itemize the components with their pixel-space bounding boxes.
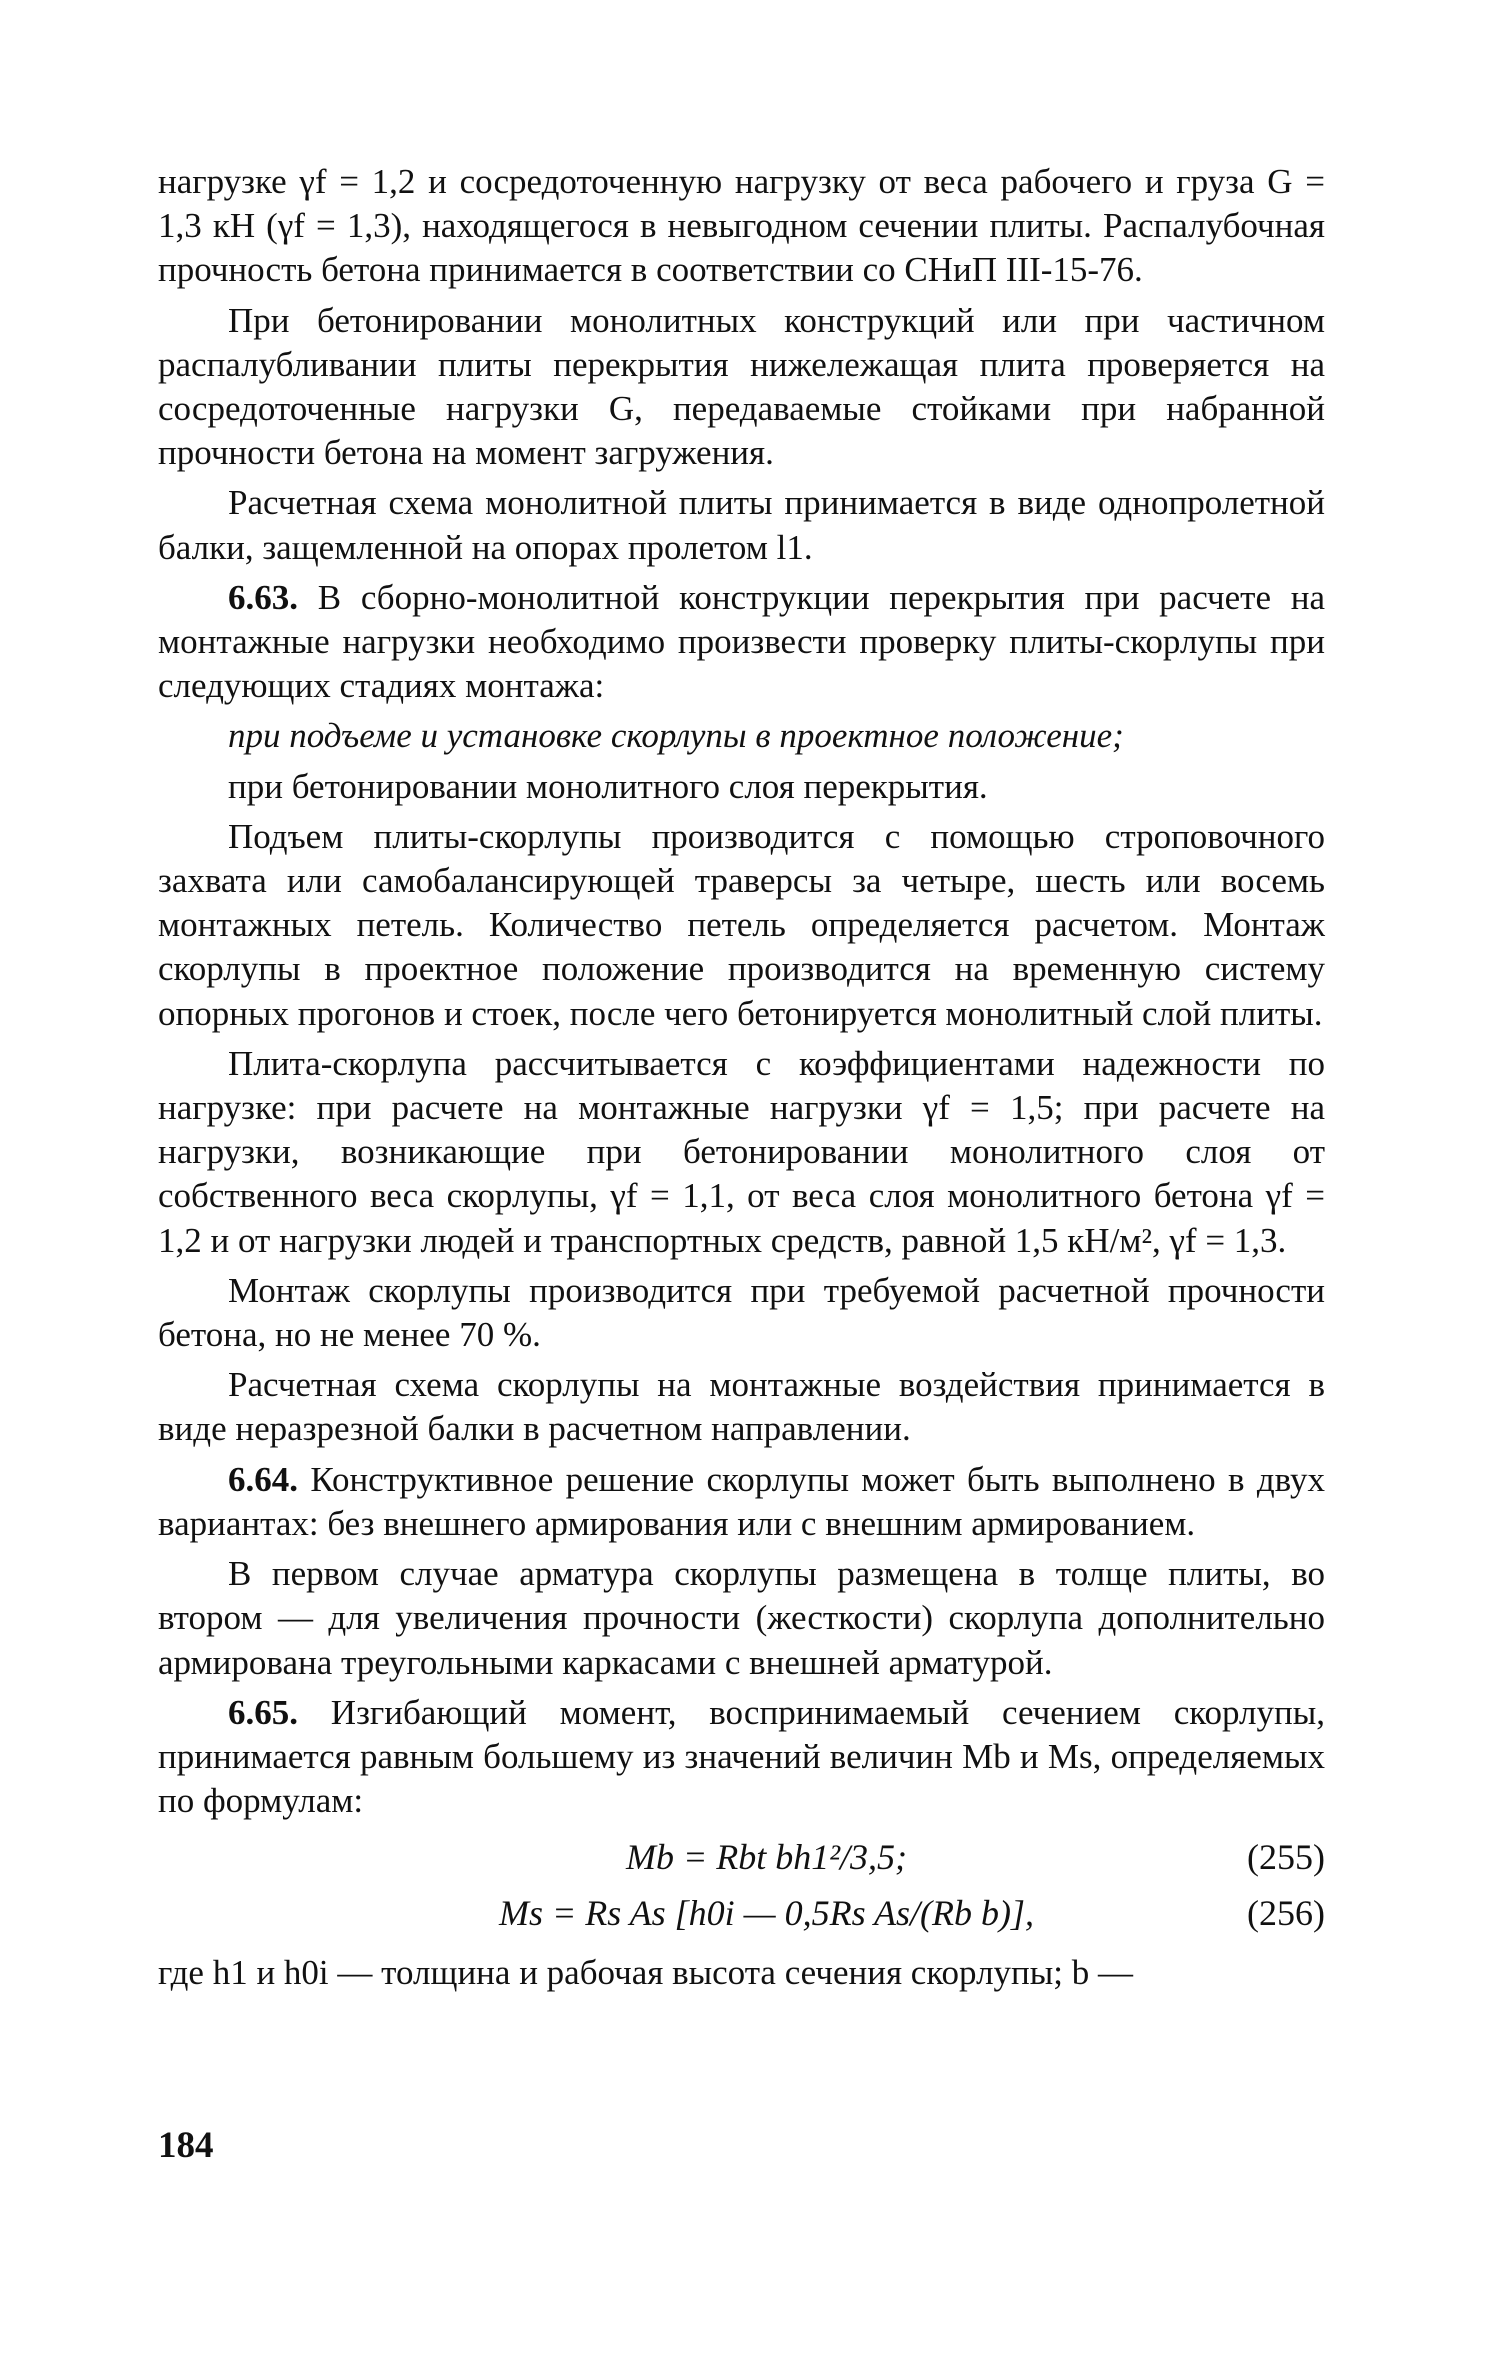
section-paragraph-6-63 <box>158 576 1325 709</box>
paragraph: Подъем плиты-скорлупы производится с помощью строповочного захвата или самобалансирующей траверсы за четыре, шесть или восемь монтажных петель. Количество петель определяется расчетом. Монтаж скорлупы в проектное положение производится на временную систему опорных прогонов и стоек, после чего бетонируется монолитный слой плиты. <box>158 816 1325 1033</box>
section-number: 6.63. <box>228 577 298 617</box>
paragraph: Монтаж скорлупы производится при требуемой расчетной прочности бетона, но не менее 70 %. <box>158 1270 1325 1355</box>
formula-256 <box>158 1885 1325 1941</box>
section-paragraph-6-64 <box>158 1458 1325 1546</box>
paragraph-italic: при подъеме и установке скорлупы в проектное положение; <box>228 716 1124 756</box>
paragraph-text: Конструктивное решение скорлупы может быть выполнено в двух вариантах: без внешнего армирования или с внешним армированием. <box>158 1459 1325 1543</box>
paragraph-text: Изгибающий момент, воспринимаемый сечением скорлупы, принимается равным большему из значений величин Mb и Ms, определяемых по формулам: <box>158 1692 1326 1821</box>
section-number: 6.65. <box>228 1692 298 1732</box>
paragraph-text: В сборно-монолитной конструкции перекрытия при расчете на монтажные нагрузки необходимо произвести проверку плиты-скорлупы при следующих стадиях монтажа: <box>158 577 1326 706</box>
paragraph: Расчетная схема монолитной плиты принимается в виде однопролетной балки, защемленной на опорах пролетом l1. <box>158 483 1325 567</box>
paragraph: Плита-скорлупа рассчитывается с коэффициентами надежности по нагрузке: при расчете на монтажные нагрузки γf = 1,5; при расчете на нагрузки, возникающие при бетонировании монолитного слоя от собственного веса скорлупы, γf = 1,1, от веса слоя монолитного бетона γf = 1,2 и от нагрузки людей и транспортных средств, равной 1,5 кН/м², γf = 1,3. <box>158 1043 1325 1260</box>
paragraph: В первом случае арматура скорлупы размещена в толще плиты, во втором — для увеличения прочности (жесткости) скорлупа дополнительно армирована треугольными каркасами с внешней арматурой. <box>158 1554 1325 1682</box>
paragraph: При бетонировании монолитных конструкций или при частичном распалубливании плиты перекрытия нижележащая плита проверяется на сосредоточенные нагрузки G, передаваемые стойками при набранной прочности бетона на момент загружения. <box>158 300 1325 473</box>
paragraph: Расчетная схема скорлупы на монтажные воздействия принимается в виде неразрезной балки в расчетном направлении. <box>158 1365 1325 1449</box>
paragraph: при бетонировании монолитного слоя перекрытия. <box>228 766 988 806</box>
paragraph-tail: где h1 и h0i — толщина и рабочая высота сечения скорлупы; b — <box>158 1953 1134 1993</box>
formula-255 <box>158 1829 1325 1885</box>
formula-number: (256) <box>1247 1893 1325 1934</box>
page-number: 184 <box>158 2125 214 2166</box>
section-paragraph-6-65 <box>158 1691 1325 1824</box>
paragraph: нагрузке γf = 1,2 и сосредоточенную нагрузку от веса рабочего и груза G = 1,3 кН (γf = 1,3), находящегося в невыгодном сечении плиты. Распалубочная прочность бетона принимается в соответствии со СНиП III-15-76. <box>158 162 1325 290</box>
formula-expression: Mb = Rbt bh1²/3,5; <box>625 1837 908 1878</box>
section-number: 6.64. <box>228 1459 298 1499</box>
formula-number: (255) <box>1247 1837 1325 1878</box>
formula-expression: Ms = Rs As [h0i — 0,5Rs As/(Rb b)], <box>499 1893 1034 1934</box>
text-column <box>158 160 1325 2002</box>
